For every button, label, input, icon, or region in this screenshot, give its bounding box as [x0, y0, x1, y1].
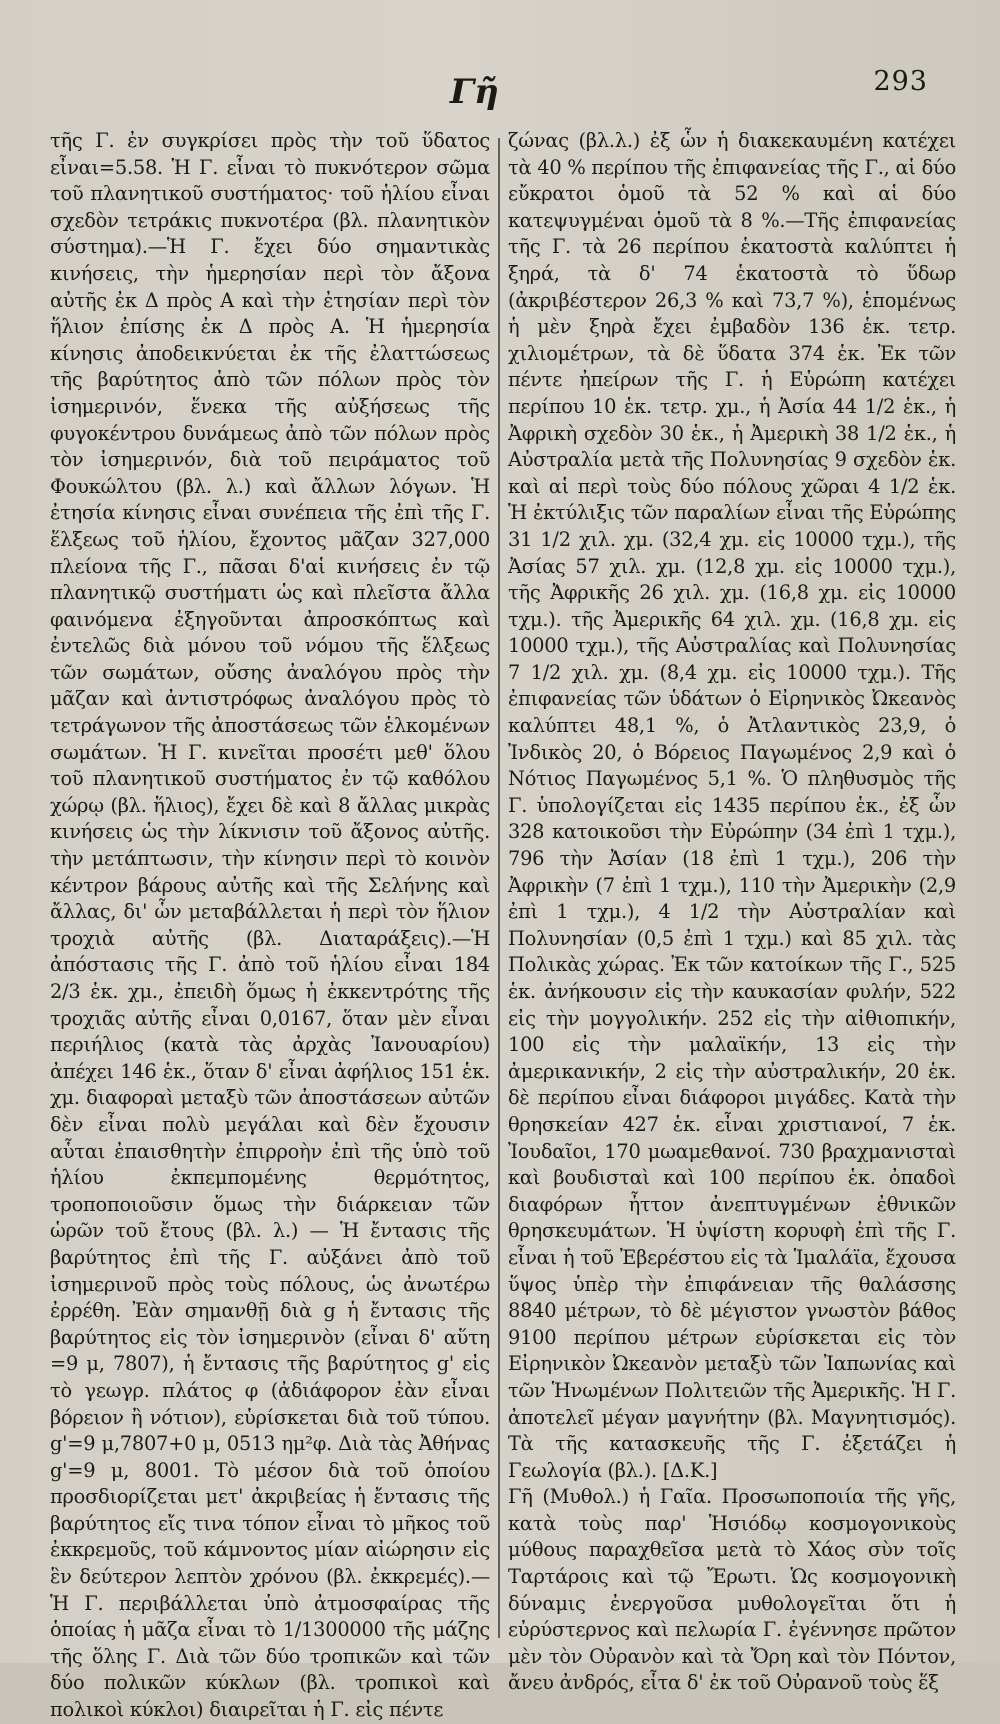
left-column [50, 128, 490, 1724]
right-column-text-2: Γῆ (Μυθολ.) ἡ Γαῖα. Προσωποποιία τῆς γῆς, κατὰ τοὺς παρ' Ἡσιόδῳ κοσμογονικοὺς μύθους παραχθεῖσα μετὰ τὸ Χάος σὺν τοῖς Ταρτάροις καὶ τῷ Ἔρωτι. Ὡς κοσμογονικὴ δύναμις ἐνεργοῦσα μυθολογεῖται ὅτι ἡ εὐρύστερνος καὶ πελωρία Γ. ἐγέννησε πρῶτον μὲν τὸν Οὐρανὸν καὶ τὰ Ὄρη καὶ τὸν Πόντον, ἄνευ ἀνδρός, εἶτα δ' ἐκ τοῦ Οὐρανοῦ τοὺς ἕξ [508, 1485, 956, 1695]
column-divider [498, 138, 500, 1638]
page-title: Γῆ [450, 72, 499, 112]
right-column [508, 128, 956, 1697]
left-column-text: τῆς Γ. ἐν συγκρίσει πρὸς τὴν τοῦ ὕδατος εἶναι=5.58. Ἡ Γ. εἶναι τὸ πυκνότερον σῶμα τοῦ πλανητικοῦ συστήματος· τοῦ ἡλίου εἶναι σχεδὸν τετράκις πυκνοτέρα (βλ. πλανητικὸν σύστημα).—Ἡ Γ. ἔχει δύο σημαντικὰς κινήσεις, τὴν ἡμερησίαν περὶ τὸν ἄξονα αὐτῆς ἐκ Δ πρὸς Α καὶ τὴν ἐτησίαν περὶ τὸν ἥλιον ἐπίσης ἐκ Δ πρὸς Α. Ἡ ἡμερησία κίνησις ἀποδεικνύεται ἐκ τῆς ἐλαττώσεως τῆς βαρύτητος ἀπὸ τῶν πόλων πρὸς τὸν ἰσημερινόν, ἕνεκα τῆς αὐξήσεως τῆς φυγοκέντρου δυνάμεως ἀπὸ τῶν πόλων πρὸς τὸν ἰσημερινόν, διὰ τοῦ πειράματος τοῦ Φουκώλτου (βλ. λ.) καὶ ἄλλων λόγων. Ἡ ἐτησία κίνησις εἶναι συνέπεια τῆς ἐπὶ τῆς Γ. ἕλξεως τοῦ ἡλίου, ἔχοντος μᾶζαν 327,000 πλείονα τῆς Γ., πᾶσαι δ'αἱ κινήσεις ἐν τῷ πλανητικῷ συστήματι ὡς καὶ πλεῖστα ἄλλα φαινόμενα ἐξηγοῦνται ἀπροσκόπτως καὶ ἐντελῶς διὰ μόνου τοῦ νόμου τῆς ἕλξεως τῶν σωμάτων, οὔσης ἀναλόγου πρὸς τὴν μᾶζαν καὶ ἀντιστρόφως ἀναλόγου πρὸς τὸ τετράγωνον τῆς ἀποστάσεως τῶν ἑλκομένων σωμάτων. Ἡ Γ. κινεῖται προσέτι μεθ' ὅλου τοῦ πλανητικοῦ συστήματος ἐν τῷ καθόλου χώρῳ (βλ. ἥλιος), ἔχει δὲ καὶ 8 ἄλλας μικρὰς κινήσεις ὡς τὴν λίκνισιν τοῦ ἄξονος αὐτῆς. τὴν μετάπτωσιν, τὴν κίνησιν περὶ τὸ κοινὸν κέντρον βάρους αὐτῆς καὶ τῆς Σελήνης καὶ ἄλλας, δι' ὧν μεταβάλλεται ἡ περὶ τὸν ἥλιον τροχιὰ αὐτῆς (βλ. Διαταράξεις).—Ἡ ἀπόστασις τῆς Γ. ἀπὸ τοῦ ἡλίου εἶναι 184 2/3 ἑκ. χμ., ἐπειδὴ ὅμως ἡ ἐκκεντρότης τῆς τροχιᾶς αὐτῆς εἶναι 0,0167, ὅταν μὲν εἶναι περιήλιος (κατὰ τὰς ἀρχὰς Ἰανουαρίου) ἀπέχει 146 ἑκ., ὅταν δ' εἶναι ἀφήλιος 151 ἑκ. χμ. διαφοραὶ μεταξὺ τῶν ἀποστάσεων αὐτῶν δὲν εἶναι πολὺ μεγάλαι καὶ δὲν ἔχουσιν αὗται ἐπαισθητὴν ἐπιρροὴν ἐπὶ τῆς ὑπὸ τοῦ ἡλίου ἐκπεμπομένης θερμότητος, τροποποιοῦσιν ὅμως τὴν διάρκειαν τῶν ὡρῶν τοῦ ἔτους (βλ. λ.) — Ἡ ἔντασις τῆς βαρύτητος ἐπὶ τῆς Γ. αὐξάνει ἀπὸ τοῦ ἰσημερινοῦ πρὸς τοὺς πόλους, ὡς ἀνωτέρω ἐρρέθη. Ἐὰν σημανθῇ διὰ g ἡ ἔντασις τῆς βαρύτητος εἰς τὸν ἰσημερινὸν (εἶναι δ' αὕτη =9 μ, 7807), ἡ ἔντασις τῆς βαρύτητος g' εἰς τὸ γεωγρ. πλάτος φ (ἀδιάφορον ἐὰν εἶναι βόρειον ἢ νότιον), εὑρίσκεται διὰ τοῦ τύπου. g'=9 μ,7807+0 μ, 0513 ημ²φ. Διὰ τὰς Ἀθήνας g'=9 μ, 8001. Τὸ μέσον διὰ τοῦ ὁποίου προσδιορίζεται μετ' ἀκριβείας ἡ ἔντασις τῆς βαρύτητος εἴς τινα τόπον εἶναι τὸ μῆκος τοῦ ἐκκρεμοῦς, τοῦ κάμνοντος μίαν αἰώρησιν εἰς ἓν δεύτερον λεπτὸν χρόνου (βλ. ἐκκρεμές).—Ἡ Γ. περιβάλλεται ὑπὸ ἀτμοσφαίρας τῆς ὁποίας ἡ μᾶζα εἶναι τὸ 1/1300000 τῆς μάζης τῆς ὅλης Γ. Διὰ τῶν δύο τροπικῶν καὶ τῶν δύο πολικῶν κύκλων (βλ. τροπικοὶ καὶ πολικοὶ κύκλοι) διαιρεῖται ἡ Γ. εἰς πέντε [50, 129, 490, 1722]
page-number: 293 [873, 66, 928, 97]
page-header [0, 62, 1000, 122]
right-column-text-1: ζώνας (βλ.λ.) ἐξ ὧν ἡ διακεκαυμένη κατέχει τὰ 40 % περίπου τῆς ἐπιφανείας τῆς Γ., αἱ δύο εὔκρατοι ὁμοῦ τὰ 52 % καὶ αἱ δύο κατεψυγμέναι ὁμοῦ τὰ 8 %.—Τῆς ἐπιφανείας τῆς Γ. τὰ 26 περίπου ἑκατοστὰ καλύπτει ἡ ξηρά, τὰ δ' 74 ἑκατοστὰ τὸ ὕδωρ (ἀκριβέστερον 26,3 % καὶ 73,7 %), ἑπομένως ἡ μὲν ξηρὰ ἔχει ἐμβαδὸν 136 ἑκ. τετρ. χιλιομέτρων, τὰ δὲ ὕδατα 374 ἑκ. Ἐκ τῶν πέντε ἠπείρων τῆς Γ. ἡ Εὐρώπη κατέχει περίπου 10 ἑκ. τετρ. χμ., ἡ Ἀσία 44 1/2 ἑκ., ἡ Ἀφρικὴ σχεδὸν 30 ἑκ., ἡ Ἀμερικὴ 38 1/2 ἑκ., ἡ Αὐστραλία μετὰ τῆς Πολυνησίας 9 σχεδὸν ἑκ. καὶ αἱ περὶ τοὺς δύο πόλους χῶραι 4 1/2 ἑκ. Ἡ ἐκτύλιξις τῶν παραλίων εἶναι τῆς Εὐρώπης 31 1/2 χιλ. χμ. (32,4 χμ. εἰς 10000 τχμ.), τῆς Ἀσίας 57 χιλ. χμ. (12,8 χμ. εἰς 10000 τχμ.), τῆς Ἀφρικῆς 26 χιλ. χμ. (16,8 χμ. εἰς 10000 τχμ.). τῆς Ἀμερικῆς 64 χιλ. χμ. (16,8 χμ. εἰς 10000 τχμ.), τῆς Αὐστραλίας καὶ Πολυνησίας 7 1/2 χιλ. χμ. (8,4 χμ. εἰς 10000 τχμ.). Τῆς ἐπιφανείας τῶν ὑδάτων ὁ Εἰρηνικὸς Ὠκεανὸς καλύπτει 48,1 %, ὁ Ἀτλαντικὸς 23,9, ὁ Ἰνδικὸς 20, ὁ Βόρειος Παγωμένος 2,9 καὶ ὁ Νότιος Παγωμένος 5,1 %. Ὁ πληθυσμὸς τῆς Γ. ὑπολογίζεται εἰς 1435 περίπου ἑκ., ἐξ ὧν 328 κατοικοῦσι τὴν Εὐρώπην (34 ἐπὶ 1 τχμ.), 796 τὴν Ἀσίαν (18 ἐπὶ 1 τχμ.), 206 τὴν Ἀφρικὴν (7 ἐπὶ 1 τχμ.), 110 τὴν Ἀμερικὴν (2,9 ἐπὶ 1 τχμ.), 4 1/2 τὴν Αὐστραλίαν καὶ Πολυνησίαν (0,5 ἐπὶ 1 τχμ.) καὶ 85 χιλ. τὰς Πολικὰς χώρας. Ἐκ τῶν κατοίκων τῆς Γ., 525 ἑκ. ἀνήκουσιν εἰς τὴν καυκασίαν φυλήν, 522 εἰς τὴν μογγολικήν. 252 εἰς τὴν αἰθιοπικήν, 100 εἰς τὴν μαλαϊκήν, 13 εἰς τὴν ἀμερικανικήν, 2 εἰς τὴν αὐστραλικήν, 20 ἑκ. δὲ περίπου εἶναι διάφοροι μιγάδες. Κατὰ τὴν θρησκείαν 427 ἑκ. εἶναι χριστιανοί, 7 ἑκ. Ἰουδαῖοι, 170 μωαμεθανοί. 730 βραχμανισταὶ καὶ βουδισταὶ καὶ 100 περίπου ἑκ. ὀπαδοὶ διαφόρων ἧττον ἀνεπτυγμένων ἐθνικῶν θρησκευμάτων. Ἡ ὑψίστη κορυφὴ ἐπὶ τῆς Γ. εἶναι ἡ τοῦ Ἐβερέστου εἰς τὰ Ἱμαλάϊα, ἔχουσα ὕψος ὑπὲρ τὴν ἐπιφάνειαν τῆς θαλάσσης 8840 μέτρων, τὸ δὲ μέγιστον γνωστὸν βάθος 9100 περίπου μέτρων εὑρίσκεται εἰς τὸν Εἰρηνικὸν Ὠκεανὸν μεταξὺ τῶν Ἰαπωνίας καὶ τῶν Ἡνωμένων Πολιτειῶν τῆς Ἀμερικῆς. Ἡ Γ. ἀποτελεῖ μέγαν μαγνήτην (βλ. Μαγνητισμός). Τὰ τῆς κατασκευῆς τῆς Γ. ἐξετάζει ἡ Γεωλογία (βλ.). [Δ.Κ.] [508, 129, 956, 1482]
